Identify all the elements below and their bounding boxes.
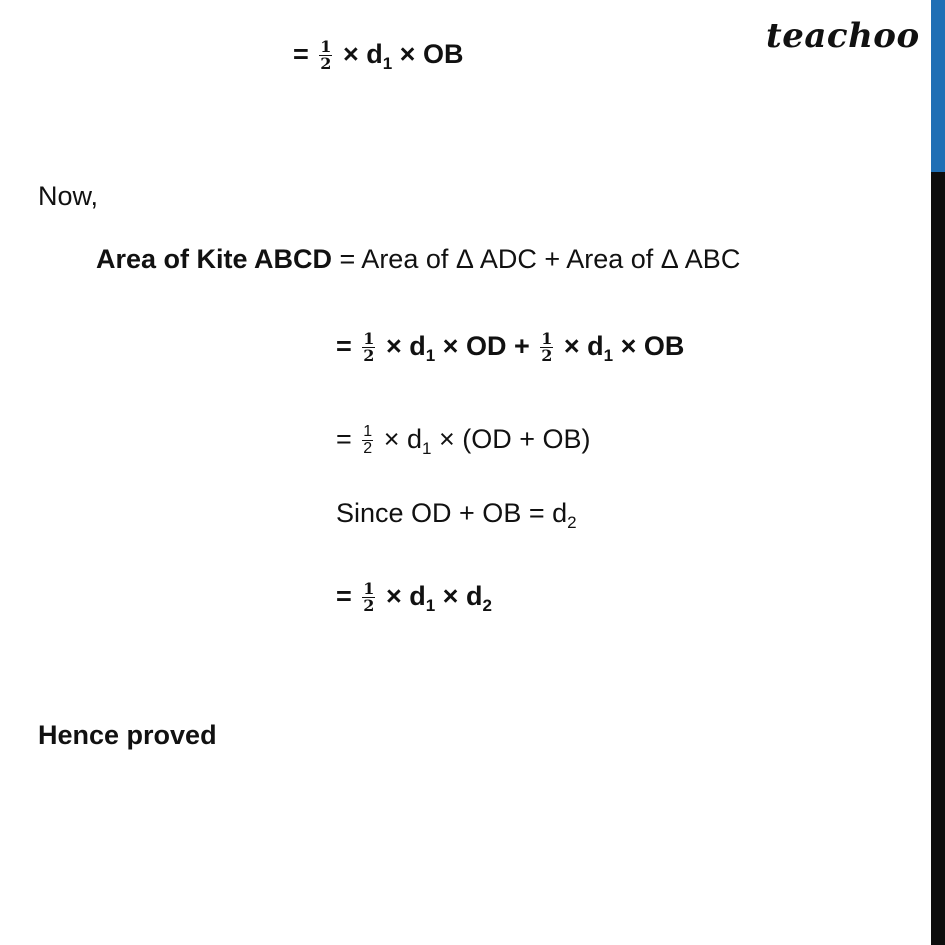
hence-proved-text: Hence proved <box>38 720 217 750</box>
equation-line-1: = $\frac{1}{2}$ × $d_1$ × OB <box>293 37 464 74</box>
area-label: Area of Kite ABCD <box>96 244 333 274</box>
area-of-kite-line: Area of Kite ABCD = Area of Δ ADC + Area of Δ ABC <box>96 244 741 274</box>
fraction-half: $\frac{1}{2}$ <box>363 579 375 616</box>
fraction-half: $\frac{1}{2}$ <box>363 329 375 366</box>
equation-line-6: = $\frac{1}{2}$ × $d_1 \times d_2$ <box>336 579 492 616</box>
fraction-half: $\frac{1}{2}$ <box>320 37 332 74</box>
equation-line-3: = $\frac{1}{2}$ × $d_1$ × OD + $\frac{1}{2}$ × $d_1$ × OB <box>336 329 685 366</box>
since-line: Since OD + OB = $d_2$ <box>336 498 577 532</box>
equals-sign: = <box>293 39 309 69</box>
fraction-half: $\frac{1}{2}$ <box>363 423 373 458</box>
now-text: Now, <box>38 181 99 211</box>
fraction-half: $\frac{1}{2}$ <box>541 329 553 366</box>
teachoo-logo: teachoo <box>766 16 920 56</box>
sidebar-accent <box>931 0 945 172</box>
equation-line-4: = $\frac{1}{2}$ × $d_1 \times (OD + OB)$ <box>336 423 591 458</box>
